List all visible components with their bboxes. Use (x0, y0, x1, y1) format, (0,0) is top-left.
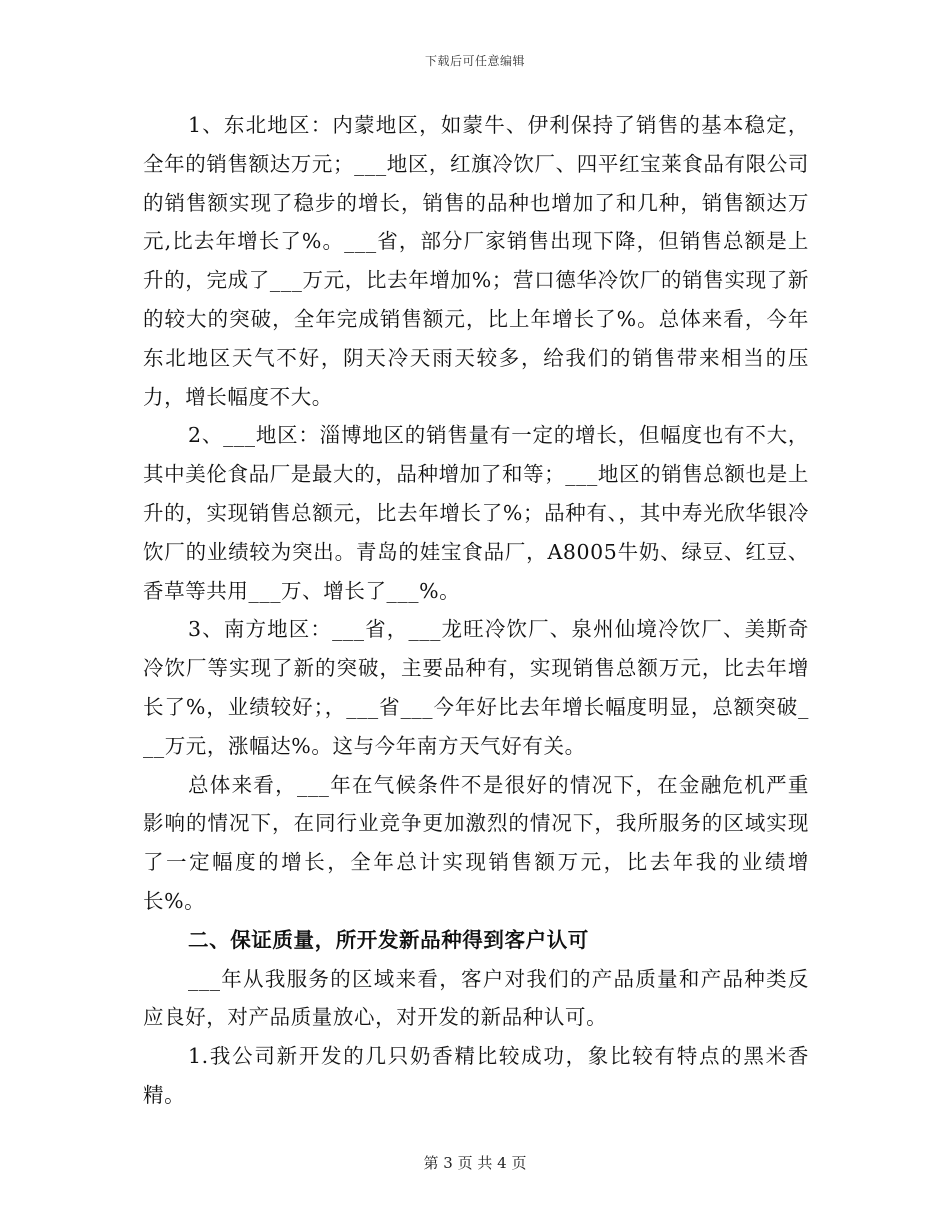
paragraph-new-product: 1.我公司新开发的几只奶香精比较成功，象比较有特点的黑米香精。 (143, 1044, 809, 1107)
paragraph-summary: 总体来看，___年在气候条件不是很好的情况下，在金融危机严重影响的情况下，在同行业竞争更加激烈的情况下，我所服务的区域实现了一定幅度的增长，全年总计实现销售额万元，比去年我的业绩增长%。 (143, 772, 809, 913)
document-body (143, 106, 809, 1115)
paragraph-region-2: 2、___地区：淄博地区的销售量有一定的增长，但幅度也有不大，其中美伦食品厂是最大的，品种增加了和等；___地区的销售总额也是上升的，实现销售总额元，比去年增长了%；品种有、，其中寿光欣华银冷饮厂的业绩较为突出。青岛的娃宝食品厂，A8005牛奶、绿豆、红豆、香草等共用___万、增长了___%。 (143, 423, 809, 603)
section-heading: 二、保证质量，所开发新品种得到客户认可 (188, 927, 589, 952)
paragraph-quality: ___年从我服务的区域来看，客户对我们的产品质量和产品种类反应良好，对产品质量放心，对开发的新品种认可。 (143, 966, 809, 1030)
paragraph-northeast: 1、东北地区：内蒙地区，如蒙牛、伊利保持了销售的基本稳定，全年的销售额达万元；___地区，红旗冷饮厂、四平红宝莱食品有限公司的销售额实现了稳步的增长，销售的品种也增加了和几种，销售额达万元,比去年增长了%。___省，部分厂家销售出现下降，但销售总额是上升的，完成了___万元，比去年增加%；营口德华冷饮厂的销售实现了新的较大的突破，全年完成销售额元，比上年增长了%。总体来看，今年东北地区天气不好，阴天冷天雨天较多，给我们的销售带来相当的压力，增长幅度不大。 (143, 113, 809, 409)
paragraph-south: 3、南方地区：___省，___龙旺冷饮厂、泉州仙境冷饮厂、美斯奇冷饮厂等实现了新的突破，主要品种有，实现销售总额万元，比去年增长了%，业绩较好；，___省___今年好比去年增长幅度明显，总额突破___万元，涨幅达%。这与今年南方天气好有关。 (143, 617, 809, 758)
page-header: 下载后可任意编辑 (424, 54, 525, 68)
page-number: 第 3 页 共 4 页 (423, 1154, 527, 1172)
